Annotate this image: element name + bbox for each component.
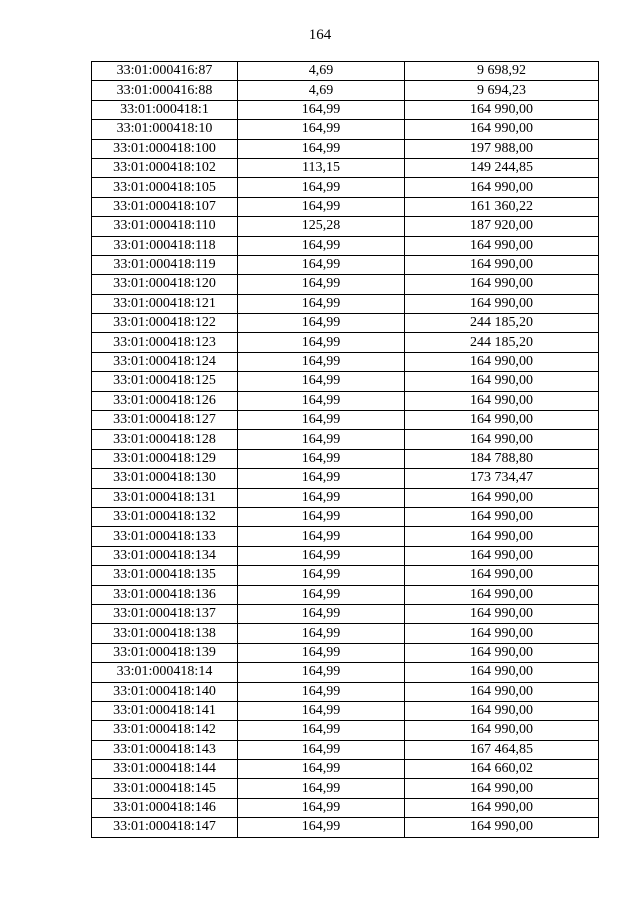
- area-cell: 164,99: [238, 604, 405, 623]
- cadastral-number-cell: 33:01:000418:127: [92, 411, 238, 430]
- cadastral-number-cell: 33:01:000418:147: [92, 818, 238, 837]
- cadastral-number-cell: 33:01:000418:107: [92, 197, 238, 216]
- value-cell: 149 244,85: [405, 158, 599, 177]
- value-cell: 164 990,00: [405, 120, 599, 139]
- area-cell: 164,99: [238, 139, 405, 158]
- value-cell: 164 990,00: [405, 507, 599, 526]
- value-cell: 161 360,22: [405, 197, 599, 216]
- value-cell: 164 990,00: [405, 100, 599, 119]
- cadastral-number-cell: 33:01:000418:146: [92, 798, 238, 817]
- area-cell: 164,99: [238, 798, 405, 817]
- area-cell: 164,99: [238, 760, 405, 779]
- area-cell: 164,99: [238, 682, 405, 701]
- cadastral-number-cell: 33:01:000418:102: [92, 158, 238, 177]
- table-row: [92, 333, 599, 352]
- value-cell: 164 990,00: [405, 352, 599, 371]
- table-row: [92, 372, 599, 391]
- cadastral-number-cell: 33:01:000418:120: [92, 275, 238, 294]
- table-row: [92, 275, 599, 294]
- table-row: [92, 391, 599, 410]
- table-row: [92, 818, 599, 837]
- value-cell: 164 990,00: [405, 682, 599, 701]
- table-row: [92, 546, 599, 565]
- cadastral-number-cell: 33:01:000418:129: [92, 449, 238, 468]
- value-cell: 164 990,00: [405, 604, 599, 623]
- table-row: [92, 314, 599, 333]
- table-row: [92, 604, 599, 623]
- area-cell: 164,99: [238, 178, 405, 197]
- table-row: [92, 566, 599, 585]
- area-cell: 164,99: [238, 469, 405, 488]
- cadastral-number-cell: 33:01:000418:121: [92, 294, 238, 313]
- value-cell: 164 990,00: [405, 643, 599, 662]
- cadastral-number-cell: 33:01:000418:138: [92, 624, 238, 643]
- area-cell: 164,99: [238, 391, 405, 410]
- area-cell: 164,99: [238, 372, 405, 391]
- cadastral-number-cell: 33:01:000418:139: [92, 643, 238, 662]
- cadastral-number-cell: 33:01:000418:100: [92, 139, 238, 158]
- cadastral-number-cell: 33:01:000418:124: [92, 352, 238, 371]
- table-row: [92, 255, 599, 274]
- value-cell: 173 734,47: [405, 469, 599, 488]
- cadastral-number-cell: 33:01:000418:142: [92, 721, 238, 740]
- table-row: [92, 643, 599, 662]
- value-cell: 184 788,80: [405, 449, 599, 468]
- cadastral-number-cell: 33:01:000418:140: [92, 682, 238, 701]
- area-cell: 164,99: [238, 507, 405, 526]
- page-number: 164: [308, 27, 332, 43]
- area-cell: 164,99: [238, 430, 405, 449]
- value-cell: 164 990,00: [405, 488, 599, 507]
- value-cell: 164 990,00: [405, 701, 599, 720]
- value-cell: 167 464,85: [405, 740, 599, 759]
- table-row: [92, 779, 599, 798]
- area-cell: 164,99: [238, 100, 405, 119]
- table-row: [92, 740, 599, 759]
- cadastral-number-cell: 33:01:000418:135: [92, 566, 238, 585]
- cadastral-number-cell: 33:01:000418:126: [92, 391, 238, 410]
- table-row: [92, 798, 599, 817]
- cadastral-number-cell: 33:01:000418:130: [92, 469, 238, 488]
- area-cell: 164,99: [238, 255, 405, 274]
- area-cell: 113,15: [238, 158, 405, 177]
- table-row: [92, 430, 599, 449]
- area-cell: 164,99: [238, 352, 405, 371]
- table-row: [92, 507, 599, 526]
- area-cell: 164,99: [238, 236, 405, 255]
- value-cell: 164 990,00: [405, 391, 599, 410]
- area-cell: 164,99: [238, 566, 405, 585]
- area-cell: 164,99: [238, 314, 405, 333]
- cadastral-number-cell: 33:01:000418:143: [92, 740, 238, 759]
- value-cell: 164 990,00: [405, 255, 599, 274]
- area-cell: 164,99: [238, 546, 405, 565]
- cadastral-number-cell: 33:01:000418:118: [92, 236, 238, 255]
- area-cell: 164,99: [238, 701, 405, 720]
- area-cell: 164,99: [238, 197, 405, 216]
- cadastral-number-cell: 33:01:000418:145: [92, 779, 238, 798]
- cadastral-number-cell: 33:01:000418:110: [92, 217, 238, 236]
- value-cell: 164 990,00: [405, 178, 599, 197]
- table-row: [92, 411, 599, 430]
- value-cell: 164 990,00: [405, 798, 599, 817]
- table-row: [92, 120, 599, 139]
- area-cell: 4,69: [238, 81, 405, 100]
- value-cell: 9 694,23: [405, 81, 599, 100]
- cadastral-number-cell: 33:01:000418:125: [92, 372, 238, 391]
- table-row: [92, 682, 599, 701]
- area-cell: 164,99: [238, 818, 405, 837]
- cadastral-number-cell: 33:01:000418:136: [92, 585, 238, 604]
- area-cell: 164,99: [238, 449, 405, 468]
- cadastral-number-cell: 33:01:000418:144: [92, 760, 238, 779]
- value-cell: 197 988,00: [405, 139, 599, 158]
- cadastral-number-cell: 33:01:000416:87: [92, 62, 238, 81]
- cadastral-number-cell: 33:01:000418:137: [92, 604, 238, 623]
- area-cell: 125,28: [238, 217, 405, 236]
- table-row: [92, 294, 599, 313]
- table-row: [92, 352, 599, 371]
- data-table: [91, 61, 599, 838]
- area-cell: 164,99: [238, 663, 405, 682]
- area-cell: 164,99: [238, 294, 405, 313]
- table-row: [92, 624, 599, 643]
- value-cell: 164 990,00: [405, 275, 599, 294]
- value-cell: 164 990,00: [405, 372, 599, 391]
- value-cell: 164 990,00: [405, 585, 599, 604]
- cadastral-number-cell: 33:01:000418:14: [92, 663, 238, 682]
- value-cell: 9 698,92: [405, 62, 599, 81]
- cadastral-number-cell: 33:01:000418:132: [92, 507, 238, 526]
- table-row: [92, 663, 599, 682]
- table-row: [92, 449, 599, 468]
- cadastral-number-cell: 33:01:000416:88: [92, 81, 238, 100]
- cadastral-number-cell: 33:01:000418:10: [92, 120, 238, 139]
- area-cell: 164,99: [238, 585, 405, 604]
- value-cell: 187 920,00: [405, 217, 599, 236]
- cadastral-number-cell: 33:01:000418:1: [92, 100, 238, 119]
- value-cell: 164 990,00: [405, 411, 599, 430]
- cadastral-number-cell: 33:01:000418:122: [92, 314, 238, 333]
- area-cell: 4,69: [238, 62, 405, 81]
- table-row: [92, 585, 599, 604]
- table-row: [92, 158, 599, 177]
- value-cell: 244 185,20: [405, 314, 599, 333]
- cadastral-number-cell: 33:01:000418:134: [92, 546, 238, 565]
- cadastral-number-cell: 33:01:000418:123: [92, 333, 238, 352]
- cadastral-number-cell: 33:01:000418:119: [92, 255, 238, 274]
- table-row: [92, 178, 599, 197]
- table-row: [92, 62, 599, 81]
- table-body: [92, 62, 599, 838]
- value-cell: 164 990,00: [405, 663, 599, 682]
- cadastral-number-cell: 33:01:000418:133: [92, 527, 238, 546]
- value-cell: 164 990,00: [405, 294, 599, 313]
- area-cell: 164,99: [238, 120, 405, 139]
- table-row: [92, 721, 599, 740]
- table-row: [92, 81, 599, 100]
- value-cell: 164 990,00: [405, 779, 599, 798]
- value-cell: 164 990,00: [405, 624, 599, 643]
- table-row: [92, 139, 599, 158]
- area-cell: 164,99: [238, 721, 405, 740]
- table-row: [92, 760, 599, 779]
- value-cell: 164 990,00: [405, 546, 599, 565]
- area-cell: 164,99: [238, 643, 405, 662]
- table-row: [92, 469, 599, 488]
- value-cell: 164 990,00: [405, 236, 599, 255]
- table-row: [92, 236, 599, 255]
- area-cell: 164,99: [238, 740, 405, 759]
- table-row: [92, 527, 599, 546]
- value-cell: 164 660,02: [405, 760, 599, 779]
- cadastral-number-cell: 33:01:000418:128: [92, 430, 238, 449]
- area-cell: 164,99: [238, 624, 405, 643]
- area-cell: 164,99: [238, 527, 405, 546]
- cadastral-number-cell: 33:01:000418:141: [92, 701, 238, 720]
- value-cell: 164 990,00: [405, 527, 599, 546]
- table-row: [92, 701, 599, 720]
- area-cell: 164,99: [238, 488, 405, 507]
- table-row: [92, 197, 599, 216]
- value-cell: 244 185,20: [405, 333, 599, 352]
- value-cell: 164 990,00: [405, 721, 599, 740]
- value-cell: 164 990,00: [405, 430, 599, 449]
- area-cell: 164,99: [238, 275, 405, 294]
- value-cell: 164 990,00: [405, 818, 599, 837]
- area-cell: 164,99: [238, 411, 405, 430]
- cadastral-number-cell: 33:01:000418:105: [92, 178, 238, 197]
- area-cell: 164,99: [238, 779, 405, 798]
- area-cell: 164,99: [238, 333, 405, 352]
- cadastral-number-cell: 33:01:000418:131: [92, 488, 238, 507]
- table-row: [92, 488, 599, 507]
- value-cell: 164 990,00: [405, 566, 599, 585]
- table-row: [92, 217, 599, 236]
- table-row: [92, 100, 599, 119]
